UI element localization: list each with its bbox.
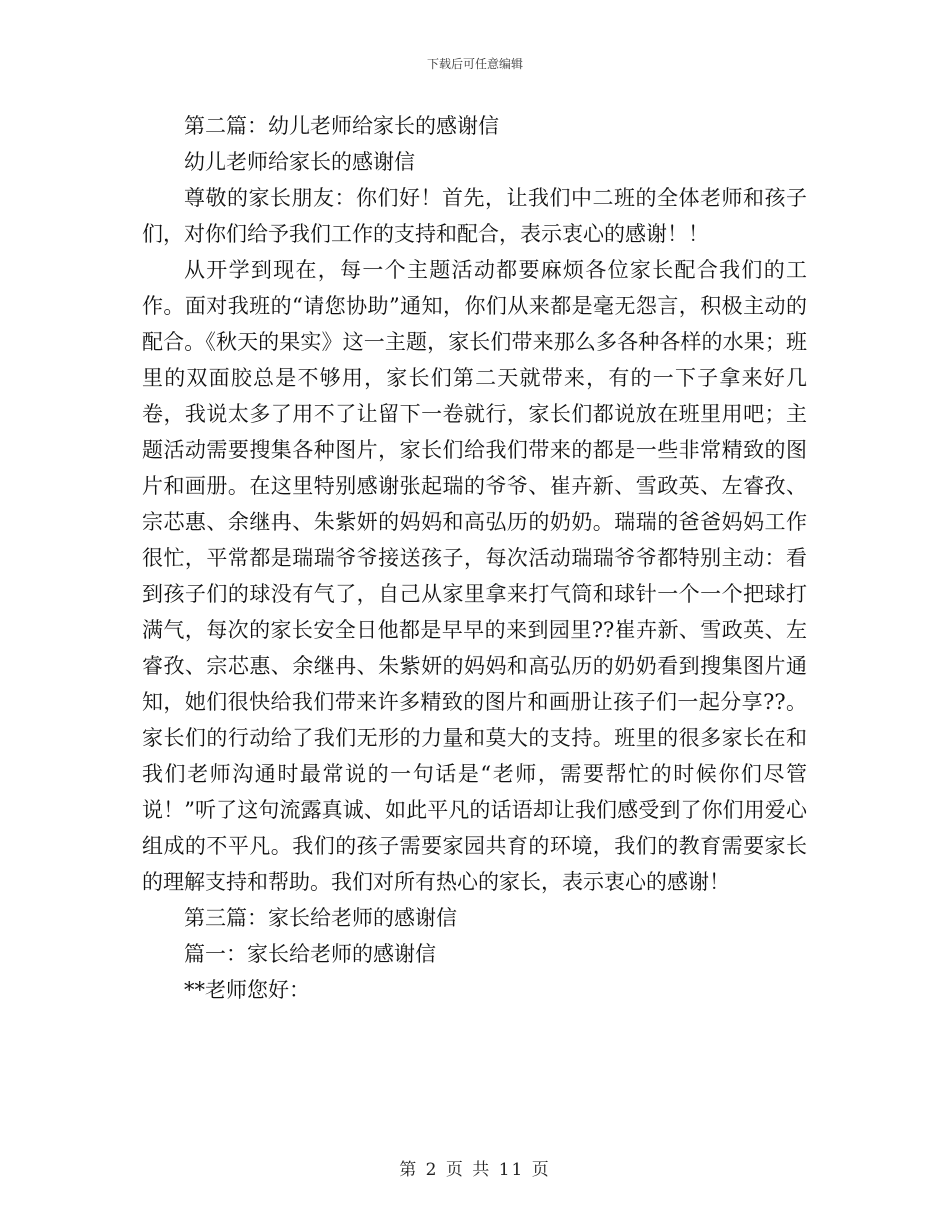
- letter-paragraph-1: 尊敬的家长朋友：你们好！首先，让我们中二班的全体老师和孩子们，对你们给予我们工作的支持和配合，表示衷心的感谢！！: [142, 186, 807, 246]
- letter-title: 幼儿老师给家长的感谢信: [184, 150, 415, 174]
- letter-paragraph-2: 从开学到现在，每一个主题活动都要麻烦各位家长配合我们的工作。面对我班的“请您协助”通知，你们从来都是毫无怨言，积极主动的配合。《秋天的果实》这一主题，家长们带来那么多各种各样的水果；班里的双面胶总是不够用，家长们第二天就带来，有的一下子拿来好几卷，我说太多了用不了让留下一卷就行，家长们都说放在班里用吧；主题活动需要搜集各种图片，家长们给我们带来的都是一些非常精致的图片和画册。在这里特别感谢张起瑞的爷爷、崔卉新、雪政英、左睿孜、宗芯惠、余继冉、朱紫妍的妈妈和高弘历的奶奶。瑞瑞的爸爸妈妈工作很忙，平常都是瑞瑞爷爷接送孩子，每次活动瑞瑞爷爷都特别主动：看到孩子们的球没有气了，自己从家里拿来打气筒和球针一个一个把球打满气，每次的家长安全日他都是早早的来到园里??崔卉新、雪政英、左睿孜、宗芯惠、余继冉、朱紫妍的妈妈和高弘历的奶奶看到搜集图片通知，她们很快给我们带来许多精致的图片和画册让孩子们一起分享??。家长们的行动给了我们无形的力量和莫大的支持。班里的很多家长在和我们老师沟通时最常说的一句话是“老师，需要帮忙的时候你们尽管说！”听了这句流露真诚、如此平凡的话语却让我们感受到了你们用爱心组成的不平凡。我们的孩子需要家园共育的环境，我们的教育需要家长的理解支持和帮助。我们对所有热心的家长，表示衷心的感谢！: [142, 258, 807, 894]
- page-footer-indicator: 第 2 页 共 11 页: [399, 1160, 551, 1180]
- section-heading-part3: 第三篇：家长给老师的感谢信: [184, 906, 457, 930]
- letter-salutation: **老师您好：: [184, 978, 310, 1002]
- document-body: [142, 108, 807, 1008]
- page-header-note: 下载后可任意编辑: [426, 57, 523, 71]
- section-heading-part2: 第二篇：幼儿老师给家长的感谢信: [184, 114, 499, 138]
- section-subheading: 篇一：家长给老师的感谢信: [184, 942, 436, 966]
